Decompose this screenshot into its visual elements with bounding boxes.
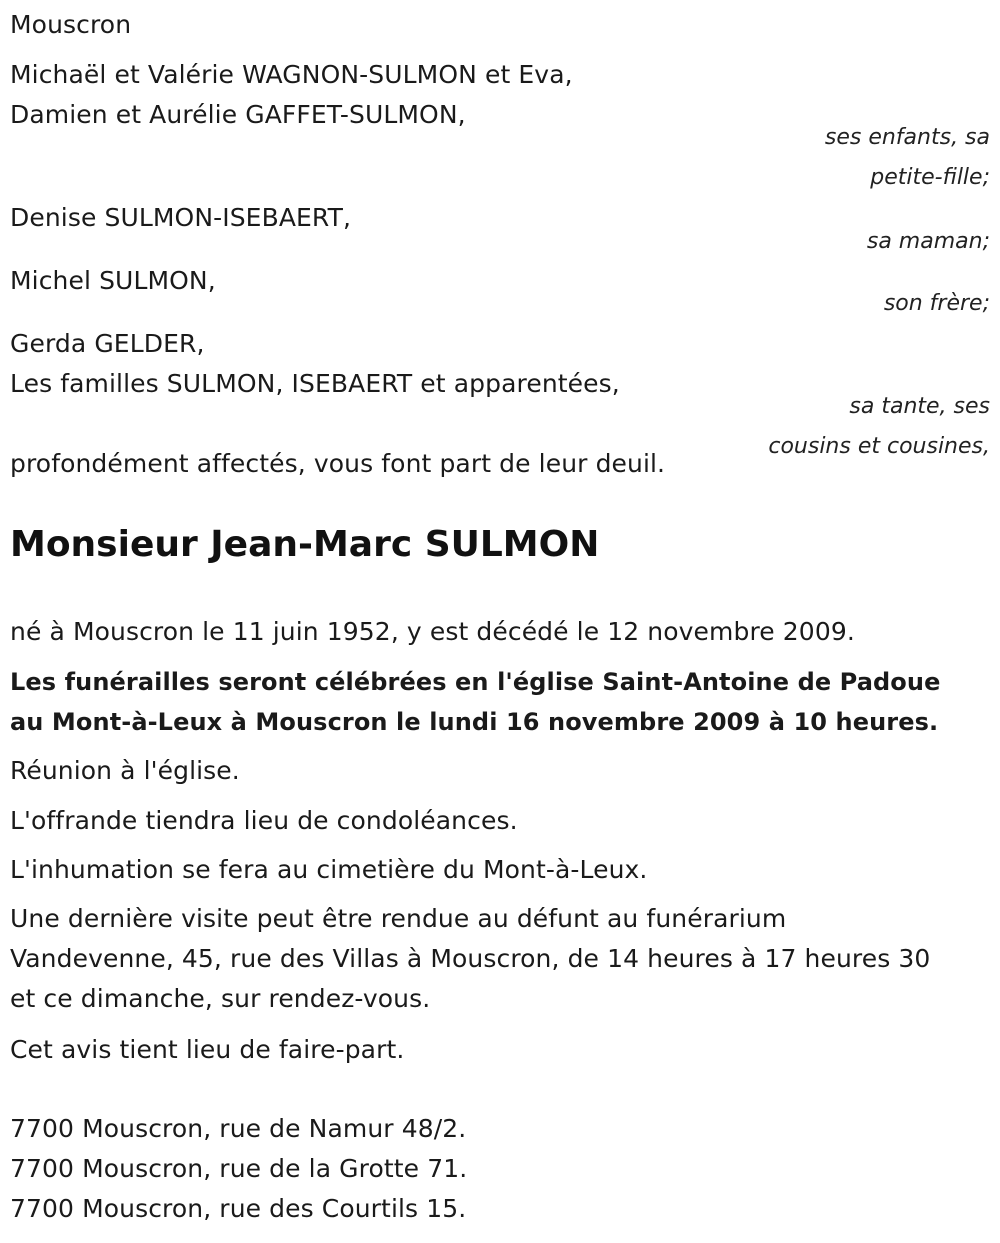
visit-line-3: et ce dimanche, sur rendez-vous. (10, 984, 431, 1013)
deceased-name: Monsieur Jean-Marc SULMON (10, 524, 600, 565)
family-line-mother: Denise SULMON-ISEBAERT, (10, 203, 351, 232)
funeral-line-1: Les funérailles seront célébrées en l'église Saint-Antoine de Padoue (10, 668, 941, 696)
address-line: 7700 Mouscron, rue de Namur 48/2. (10, 1114, 467, 1143)
family-line-brother: Michel SULMON, (10, 266, 216, 295)
inhumation-line: L'inhumation se fera au cimetière du Mont-à-Leux. (10, 855, 648, 884)
family-line-closing: profondément affectés, vous font part de leur deuil. (10, 449, 666, 478)
relation-aunt-a: sa tante, ses (849, 394, 990, 419)
relation-children-b: petite-fille; (870, 165, 990, 190)
family-line-children-2: Damien et Aurélie GAFFET-SULMON, (10, 100, 466, 129)
address-line: 7700 Mouscron, rue des Courtils 15. (10, 1194, 467, 1223)
family-line-aunt: Gerda GELDER, (10, 329, 205, 358)
reunion-line: Réunion à l'église. (10, 756, 240, 785)
relation-brother: son frère; (883, 291, 990, 316)
visit-line-2: Vandevenne, 45, rue des Villas à Mouscron, de 14 heures à 17 heures 30 (10, 944, 931, 973)
family-line-children: Michaël et Valérie WAGNON-SULMON et Eva, (10, 60, 573, 89)
family-line-families: Les familles SULMON, ISEBAERT et apparentées, (10, 369, 620, 398)
avis-line: Cet avis tient lieu de faire-part. (10, 1035, 405, 1064)
city-heading: Mouscron (10, 10, 132, 39)
address-line: 7700 Mouscron, rue de la Grotte 71. (10, 1154, 468, 1183)
birth-death-line: né à Mouscron le 11 juin 1952, y est décédé le 12 novembre 2009. (10, 617, 855, 646)
relation-aunt-b: cousins et cousines, (768, 434, 990, 459)
relation-children-a: ses enfants, sa (824, 125, 990, 150)
relation-mother: sa maman; (866, 229, 990, 254)
offrande-line: L'offrande tiendra lieu de condoléances. (10, 806, 518, 835)
visit-line-1: Une dernière visite peut être rendue au défunt au funérarium (10, 904, 787, 933)
funeral-line-2: au Mont-à-Leux à Mouscron le lundi 16 novembre 2009 à 10 heures. (10, 708, 939, 736)
